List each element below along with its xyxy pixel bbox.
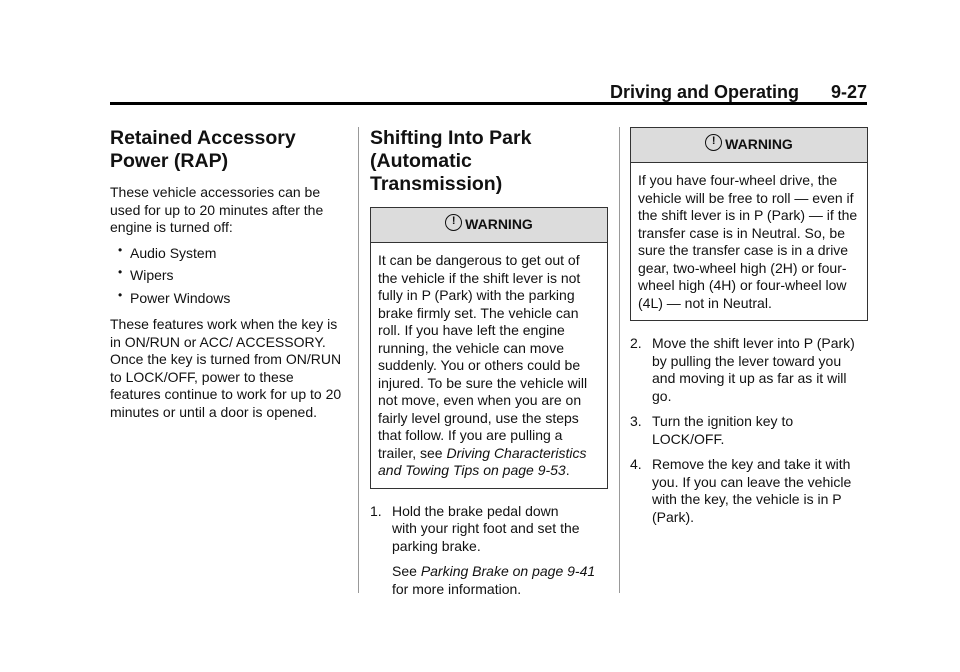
- step-number: 1.: [370, 502, 382, 519]
- list-item: • Power Windows: [110, 290, 346, 308]
- warning-text: If you have four-wheel drive, the vehicle will be free to roll — even if the shift lever is in P (Park) — if the transfer case is in Neutral. So, be sure the transfer case is in a drive gear, two-wheel high (2H) or four-wheel high (4H) or four-wheel low (4L) — not in Neutral.: [638, 172, 858, 311]
- step-text: Remove the key and take it with: [652, 456, 851, 472]
- step-continuation: with your right foot and set the parking brake.: [392, 520, 580, 554]
- page-number: 9-27: [830, 82, 867, 102]
- warning-label: WARNING: [725, 136, 793, 153]
- warning-box: [370, 207, 608, 489]
- warning-header: [631, 128, 867, 163]
- step-number: 4.: [630, 456, 642, 472]
- accessory-list: [110, 245, 346, 308]
- step-continuation: LOCK/OFF.: [652, 430, 725, 447]
- step-item: [630, 335, 868, 405]
- warning-label: WARNING: [465, 216, 533, 233]
- heading-rap: Retained Accessory Power (RAP): [110, 127, 296, 172]
- list-item: • Wipers: [110, 267, 346, 285]
- step-text: Turn the ignition key to: [652, 413, 794, 429]
- column-divider: [358, 127, 359, 593]
- warning-box: [630, 127, 868, 321]
- list-item: • Audio System: [110, 245, 346, 263]
- step-item: [630, 413, 868, 448]
- steps-list: [370, 503, 608, 599]
- rap-intro: These vehicle accessories can be used for up to 20 minutes after the engine is turned off:: [110, 184, 324, 235]
- exclamation-circle-icon: !: [705, 134, 722, 151]
- steps-list: [630, 335, 868, 526]
- warning-text: It can be dangerous to get out of the vehicle if the shift lever is not fully in P (Park) with the parking brake firmly set. The vehicle can roll. If you have left the engine running, the vehicle can move suddenly. You or others could be injured. To be sure the vehicle will not move, even when you are on fairly level ground, use the steps that follow. If you are pulling a trailer, see Driving Characteristics and Towing Tips on page 9-53.: [378, 252, 588, 478]
- column-divider: [619, 127, 620, 593]
- column-rap: [110, 127, 346, 429]
- step-item: [370, 503, 608, 599]
- step-continuation: you. If you can leave the vehicle with the key, the vehicle is in P (Park).: [652, 473, 852, 525]
- heading-shifting: Shifting Into Park (Automatic Transmission): [370, 127, 532, 195]
- cross-reference-link[interactable]: Parking Brake on page 9-41: [420, 563, 596, 579]
- step-number: 3.: [630, 413, 642, 429]
- rap-paragraph: These features work when the key is in ON/RUN or ACC/ ACCESSORY. Once the key is turned from ON/RUN to LOCK/OFF, power to these features continue to work for up to 20 minutes or until a door is opened.: [110, 316, 342, 420]
- cross-reference-link[interactable]: Driving Characteristics and Towing Tips on page 9-53: [378, 444, 587, 478]
- step-text: Hold the brake pedal down: [392, 502, 559, 519]
- step-number: 2.: [630, 335, 642, 351]
- step-item: [630, 456, 868, 526]
- section-title: Driving and Operating: [609, 82, 799, 102]
- exclamation-circle-icon: !: [445, 214, 462, 231]
- step-continuation: by pulling the lever toward you and moving it up as far as it will go.: [652, 352, 847, 404]
- warning-header: [371, 208, 607, 243]
- column-shifting: [370, 127, 608, 606]
- column-continued: [630, 127, 868, 534]
- step-reference: See Parking Brake on page 9-41 for more information.: [392, 563, 596, 597]
- step-text: Move the shift lever into P (Park): [652, 335, 855, 351]
- page-header: [110, 82, 867, 105]
